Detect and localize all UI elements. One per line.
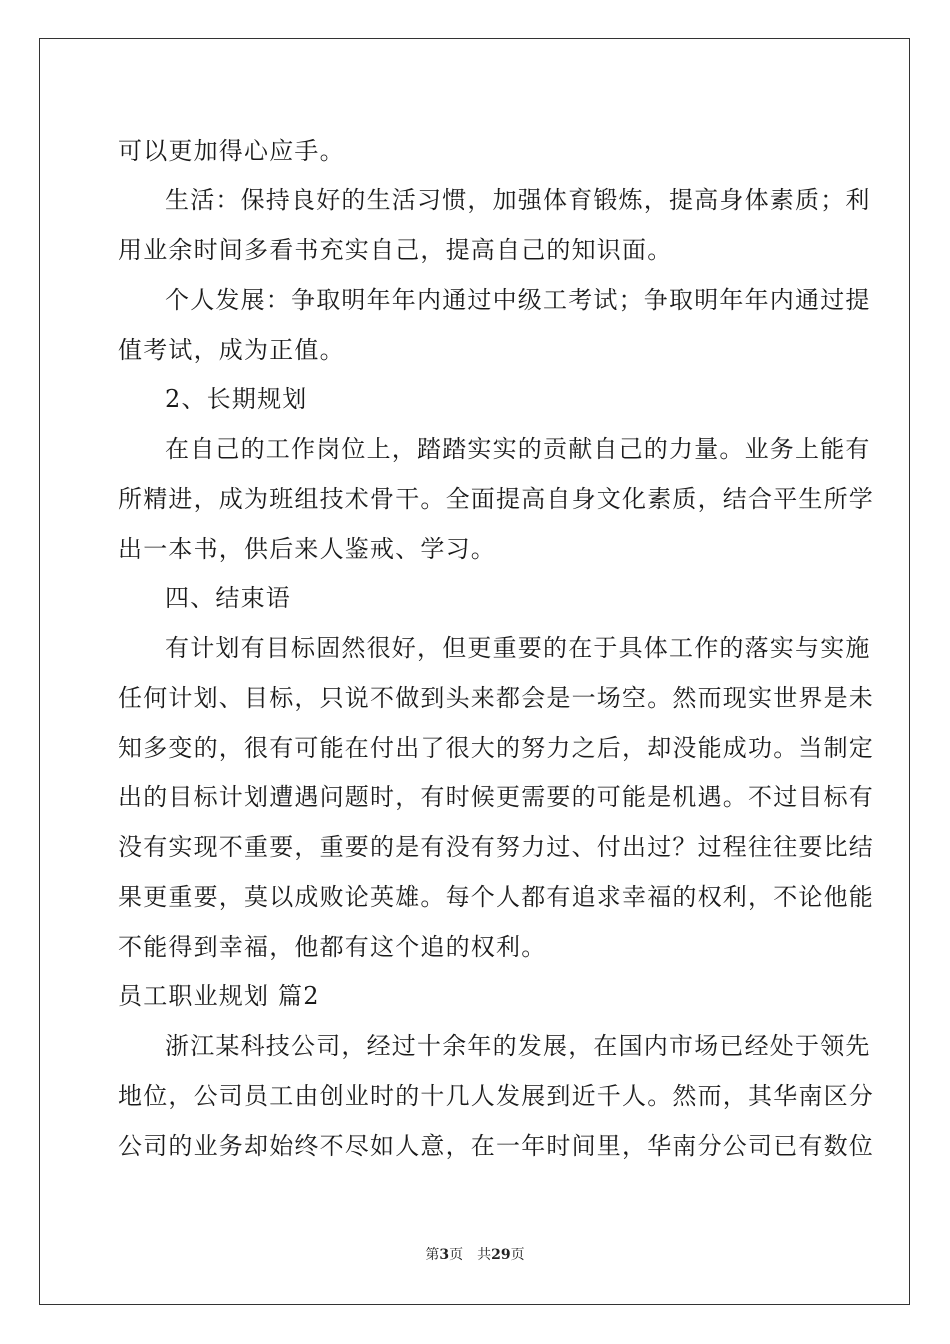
text-line: 可以更加得心应手。: [118, 137, 345, 165]
page-suffix: 页: [449, 1247, 464, 1263]
page-prefix: 第: [425, 1247, 440, 1263]
total-suffix: 页: [510, 1247, 525, 1263]
text-line: 地位，公司员工由创业时的十几人发展到近千人。然而，其华南区分: [118, 1082, 874, 1110]
page-border: [39, 38, 910, 1305]
article-title: 员工职业规划 篇2: [118, 982, 320, 1010]
current-page-number: 3: [439, 1247, 450, 1263]
section-heading: 2、长期规划: [165, 385, 308, 413]
text-line: 任何计划、目标，只说不做到头来都会是一场空。然而现实世界是未: [118, 684, 874, 712]
text-line: 个人发展：争取明年年内通过中级工考试；争取明年年内通过提: [165, 286, 871, 314]
text-line: 果更重要，莫以成败论英雄。每个人都有追求幸福的权利，不论他能: [118, 883, 874, 911]
text-line: 有计划有目标固然很好，但更重要的在于具体工作的落实与实施: [165, 634, 871, 662]
text-line: 生活：保持良好的生活习惯，加强体育锻炼，提高身体素质；利: [165, 186, 871, 214]
text-line: 用业余时间多看书充实自己，提高自己的知识面。: [118, 236, 673, 264]
total-prefix: 共: [477, 1247, 492, 1263]
text-line: 浙江某科技公司，经过十余年的发展，在国内市场已经处于领先: [165, 1032, 871, 1060]
text-line: 没有实现不重要，重要的是有没有努力过、付出过？过程往往要比结: [118, 833, 874, 861]
text-line: 出的目标计划遭遇问题时，有时候更需要的可能是机遇。不过目标有: [118, 783, 874, 811]
section-heading: 四、结束语: [165, 584, 291, 612]
text-line: 知多变的，很有可能在付出了很大的努力之后，却没能成功。当制定: [118, 734, 874, 762]
text-line: 不能得到幸福，他都有这个追的权利。: [118, 933, 547, 961]
text-line: 值考试，成为正值。: [118, 336, 345, 364]
text-line: 在自己的工作岗位上，踏踏实实的贡献自己的力量。业务上能有: [165, 435, 871, 463]
total-pages-number: 29: [491, 1247, 511, 1263]
text-line: 公司的业务却始终不尽如人意，在一年时间里，华南分公司已有数位: [118, 1132, 874, 1160]
page-footer: [0, 1246, 950, 1264]
text-line: 所精进，成为班组技术骨干。全面提高自身文化素质，结合平生所学: [118, 485, 874, 513]
text-line: 出一本书，供后来人鉴戒、学习。: [118, 535, 496, 563]
